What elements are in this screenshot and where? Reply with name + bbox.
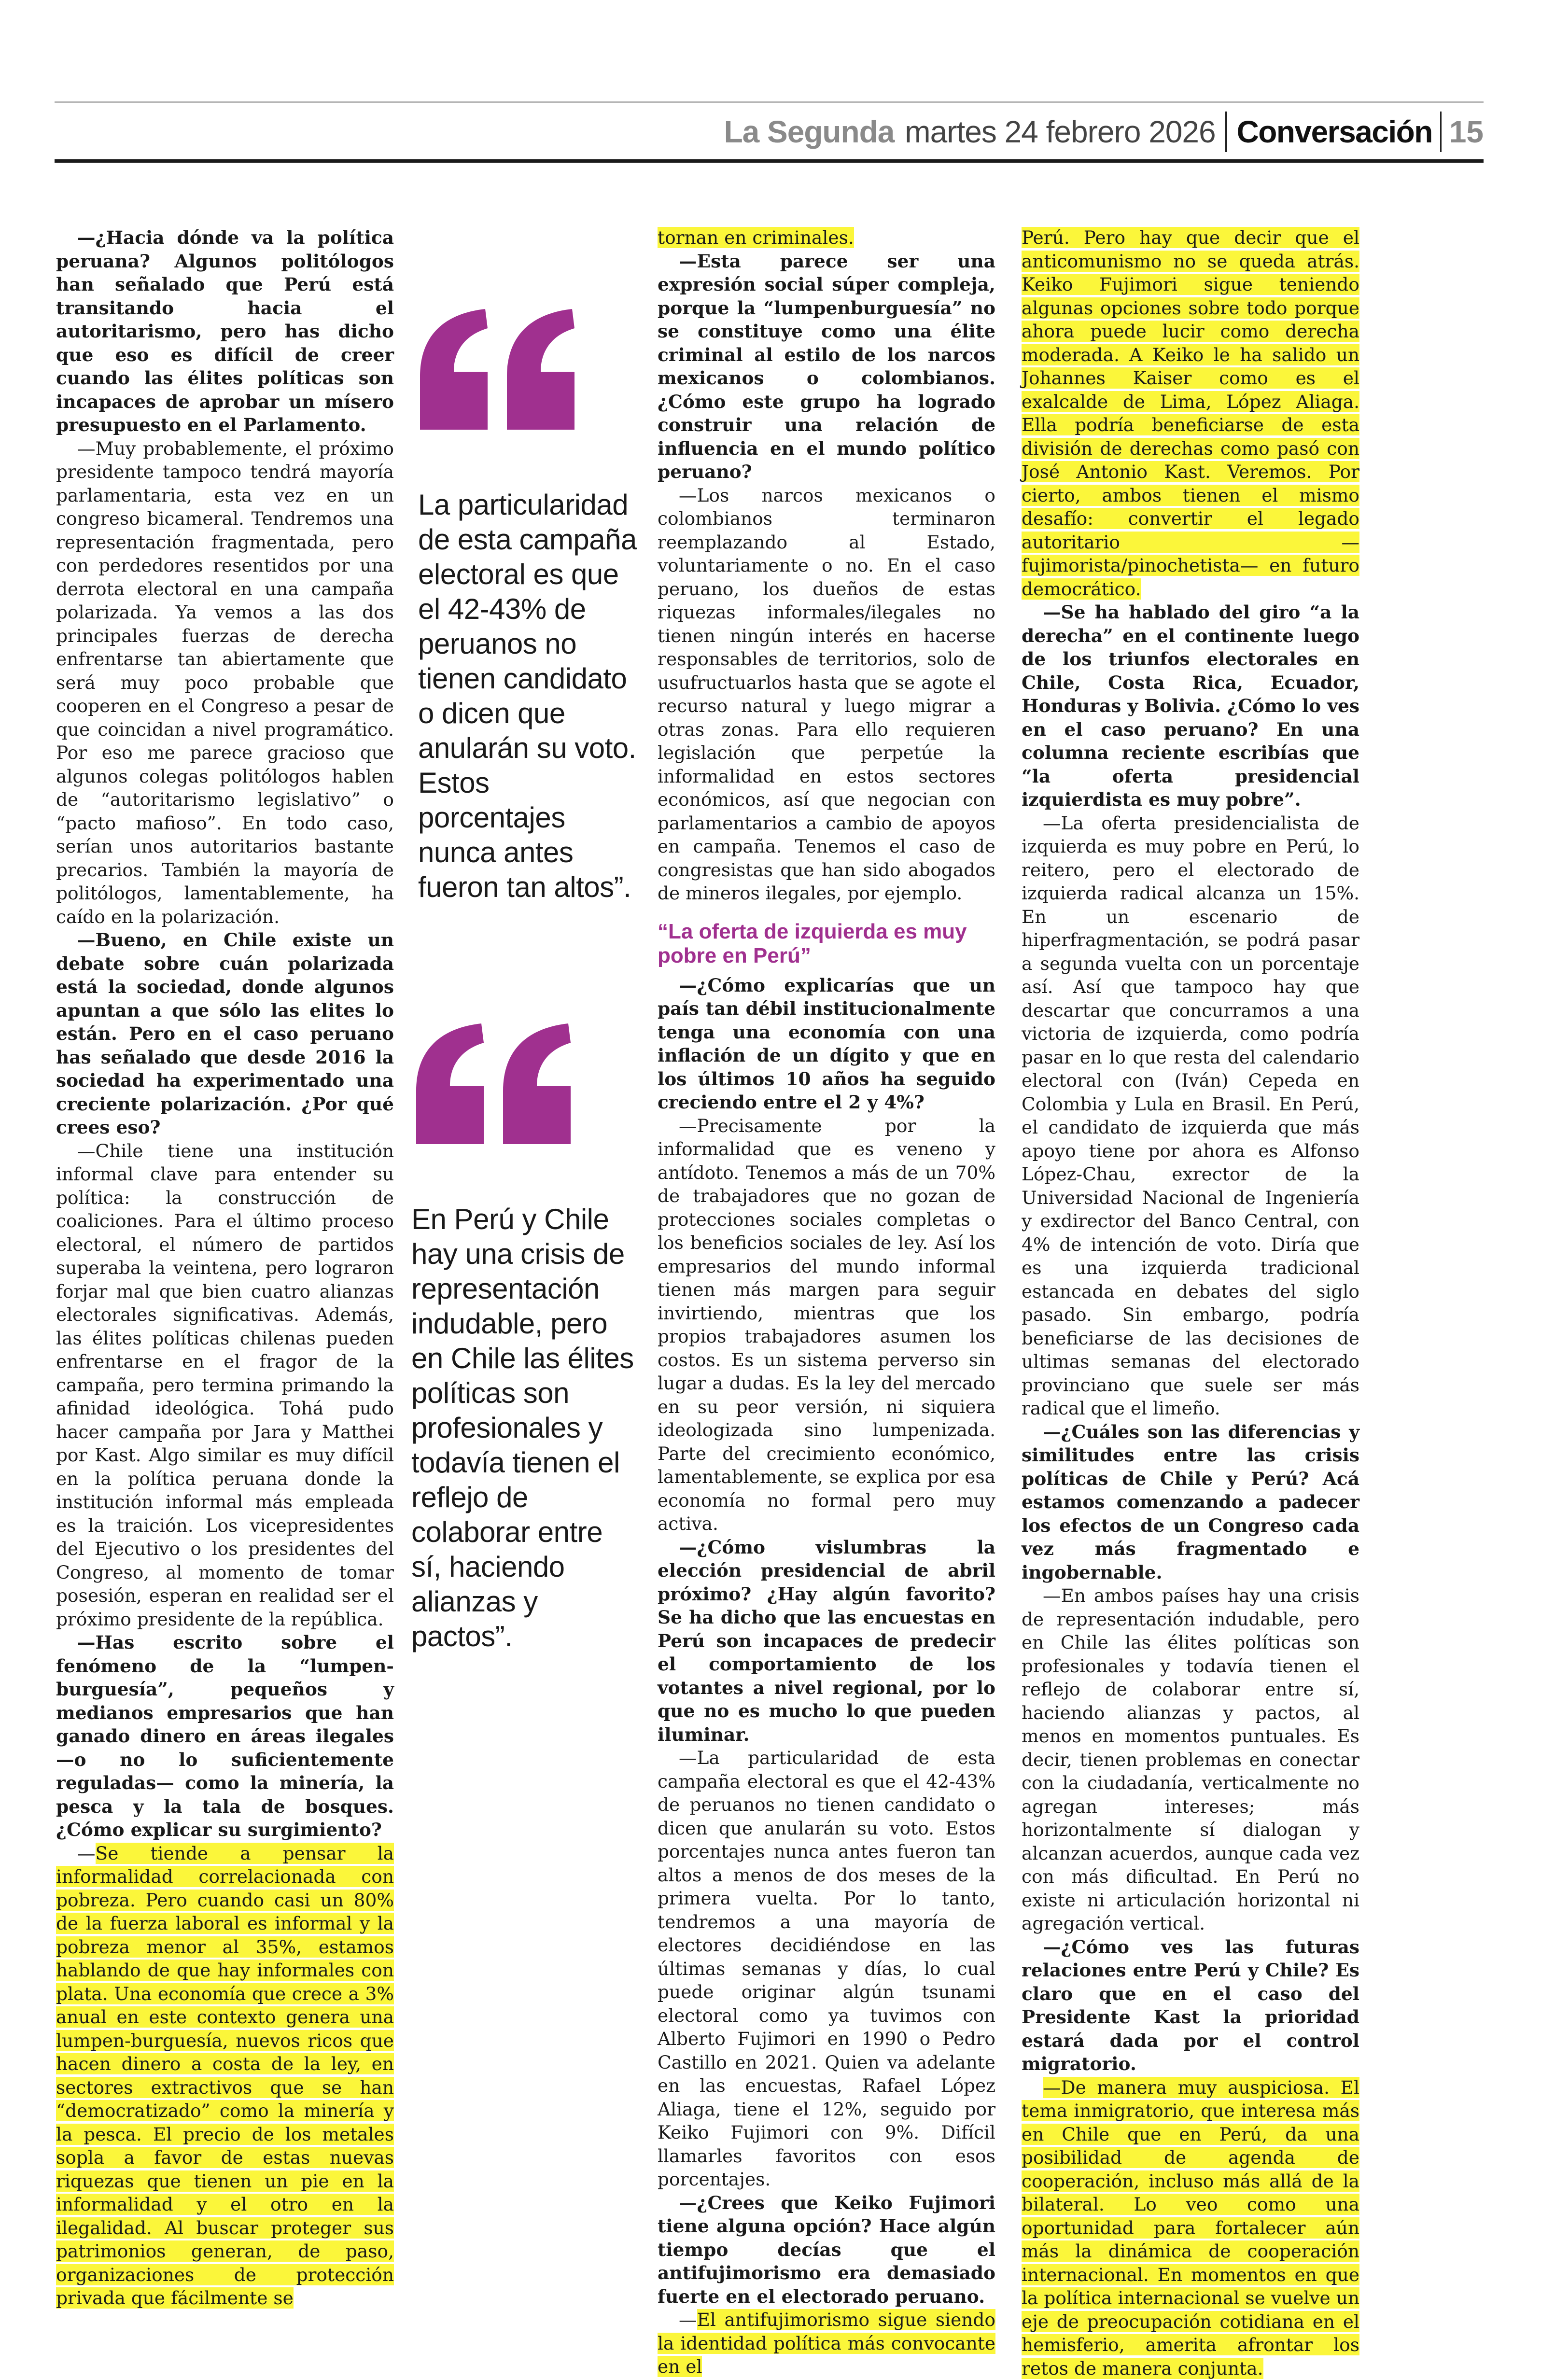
question: —¿Cómo explicarías que un país tan débil institucionalmente tenga una economía con una inflación de un dígito y que en los últimos 10 años ha seguido creciendo entre el 2 y 4%? xyxy=(658,974,995,1114)
newspaper-brand: La Segunda xyxy=(724,114,895,150)
header-divider xyxy=(1225,112,1227,152)
article-column-2 xyxy=(658,226,995,2379)
article-column-3 xyxy=(1022,226,1359,2380)
pull-quote: La particularidad de esta campaña electoral es que el 42-43% de peruanos no tienen candidato o dicen que anularán su voto. Estos porcentajes nunca antes fueron tan altos”. xyxy=(418,488,640,905)
question: —Se ha hablado del giro “a la derecha” en el continente luego de los triunfos electorales en Chile, Costa Rica, Ecuador, Honduras y Bolivia. ¿Cómo lo ves en el caso peruano? En una columna reciente escribías que “la oferta presidencial izquierdista es muy pobre”. xyxy=(1022,601,1359,812)
highlighted-text: Perú. Pero hay que decir que el anticomunismo no se queda atrás. Keiko Fujimori sigue teniendo algunas opciones sobre todo porque ahora puede lucir como derecha moderada. A Keiko le ha salido un Johannes Kaiser como es el exalcalde de Lima, López Aliaga. Ella podría beneficiarse de esta división de derechas como pasó con José Antonio Kast. Veremos. Por cierto, ambos tienen el mismo desafío: convertir el legado autoritario —fujimorista/pinochetista— en futuro democrático. xyxy=(1022,227,1359,600)
highlighted-text: El antifujimorismo sigue siendo la identidad política más convocante en el xyxy=(658,2309,995,2377)
question: —¿Hacia dónde va la política peruana? Algunos politólogos han señalado que Perú está transitando hacia el autoritarismo, pero has dicho que eso es difícil de creer cuando las élites políticas son incapaces de aprobar un mísero presupuesto en el Parlamento. xyxy=(56,226,394,437)
answer: —Los narcos mexicanos o colombianos terminaron reemplazando al Estado, voluntariamente o no. En el caso peruano, los dueños de estas riquezas informales/ilegales no tienen ningún interés en hacerse responsables de territorios, solo de usufructuarlos hasta que se agote el recurso natural y luego migrar a otras zonas. Para ello requieren legislación que perpetúe la informalidad en estos sectores económicos, así que negocian con parlamentarios a cambio de apoyos en campaña. Tenemos el caso de congresistas que han sido abogados de mineros ilegales, por ejemplo. xyxy=(658,484,995,905)
quote-mark-icon xyxy=(411,1023,575,1149)
highlighted-text: Se tiende a pensar la informalidad correlacionada con pobreza. Pero cuando casi un 80% de la fuerza laboral es informal y la pobreza menor al 35%, estamos hablando de que hay informales con plata. Una economía que crece a 3% anual en este contexto genera una lumpen-burguesía, nuevos ricos que hacen dinero a costa de la ley, en sectores extractivos que se han “democratizado” como la minería y la pesca. El precio de los metales sopla a favor de estas nuevas riquezas que tienen un pie en la informalidad y el otro en la ilegalidad. Al buscar proteger sus patrimonios generan, de paso, organizaciones de protección privada que fácilmente se xyxy=(56,1843,394,2309)
answer-dash: — xyxy=(679,2309,697,2330)
answer: —La oferta presidencialista de izquierda es muy pobre en Perú, lo reitero, pero el electorado de izquierda radical alcanza un 15%. En un escenario de hiperfragmentación, se podrá pasar a segunda vuelta con un porcentaje así. Así que tampoco hay que descartar que concurramos a una victoria de izquierda, como podría pasar en lo que resta del calendario electoral con (Iván) Cepeda en Colombia y Lula en Brasil. En Perú, el candidato de izquierda que más apoyo tiene por ahora es Alfonso López-Chau, exrector de la Universidad Nacional de Ingeniería y exdirector del Banco Central, con 4% de intención de voto. Diría que es una izquierda tradicional estancada en debates del siglo pasado. Sin embargo, podría beneficiarse de las decisiones de ultimas semanas del electorado provinciano que suele ser más radical que el limeño. xyxy=(1022,812,1359,1420)
question: —Esta parece ser una expresión social súper compleja, porque la “lumpenburguesía” no se constituye como una élite criminal al estilo de los narcos mexicanos o colombianos. ¿Cómo este grupo ha logrado construir una relación de influencia en el mundo político peruano? xyxy=(658,250,995,484)
answer-highlighted xyxy=(1022,2076,1359,2380)
question: —Has escrito sobre el fenómeno de la “lumpen-burguesía”, pequeños y medianos empresarios que han ganado dinero en áreas ilegales —o no lo suficientemente reguladas— como la minería, la pesca y la tala de bosques. ¿Cómo explicar su surgimiento? xyxy=(56,1631,394,1842)
quote-mark-icon xyxy=(415,309,579,434)
question: —¿Cómo vislumbras la elección presidencial de abril próximo? ¿Hay algún favorito? Se ha dicho que las encuestas en Perú son incapaces de predecir el comportamiento de los votantes a nivel regional, por lo que no es mucho lo que pueden iluminar. xyxy=(658,1536,995,1747)
header-rule xyxy=(55,159,1484,163)
pull-quote: En Perú y Chile hay una crisis de representación indudable, pero en Chile las élites políticas son profesionales y todavía tienen el reflejo de colaborar entre sí, haciendo alianzas y pactos”. xyxy=(411,1202,638,1654)
section-title: Conversación xyxy=(1237,114,1432,150)
question: —¿Cómo ves las futuras relaciones entre Perú y Chile? Es claro que en el caso del Presidente Kast la prioridad estará dada por el control migratorio. xyxy=(1022,1935,1359,2076)
answer-dash: — xyxy=(77,1843,96,1864)
highlighted-text: —De manera muy auspiciosa. El tema inmigratorio, que interesa más en Chile que en Perú, da una posibilidad de agenda de cooperación, incluso más allá de la bilateral. Lo veo como una oportunidad para fortalecer aún más la dinámica de cooperación internacional. En momentos en que la política internacional se vuelve un eje de preocupación cotidiana en el hemisferio, amerita afrontar los retos de manera conjunta. xyxy=(1022,2077,1359,2379)
answer-continued xyxy=(658,226,995,250)
section-subheading: “La oferta de izquierda es muy pobre en Perú” xyxy=(658,920,995,968)
page-header xyxy=(55,105,1484,158)
issue-date: martes 24 febrero 2026 xyxy=(905,114,1215,150)
page-number: 15 xyxy=(1449,114,1484,150)
top-thin-rule xyxy=(55,101,1484,103)
answer: —Chile tiene una institución informal clave para entender su política: la construcción de coaliciones. Para el último proceso electoral, el número de partidos superaba la veintena, pero lograron forjar mal que bien cuatro alianzas electorales significativas. Además, las élites políticas chilenas pueden enfrentarse en el fragor de la campaña, pero termina primando la afinidad ideológica. Tohá pudo hacer campaña por Jara y Matthei por Kast. Algo similar es muy difícil en la política peruana donde la institución informal más empleada es la traición. Los vicepresidentes del Ejecutivo o los presidentes del Congreso, al momento de tomar posesión, esperan en realidad ser el próximo presidente de la república. xyxy=(56,1139,394,1631)
answer: —En ambos países hay una crisis de representación indudable, pero en Chile las élites políticas son profesionales y todavía tienen el reflejo de colaborar entre sí, haciendo alianzas y pactos, al menos en momentos puntuales. Es decir, tienen problemas en conectar con la ciudadanía, verticalmente no agregan intereses; más horizontalmente sí dialogan y alcanzan acuerdos, aunque cada vez con más dificultad. En Perú no existe ni articulación horizontal ni agregación vertical. xyxy=(1022,1584,1359,1935)
answer: —La particularidad de esta campaña electoral es que el 42-43% de peruanos no tienen candidato o dicen que anularán su voto. Estos porcentajes nunca antes fueron tan altos a menos de dos meses de la primera vuelta. Por lo tanto, tendremos a una mayoría de electores decidiéndose en las últimas semanas y días, lo cual puede originar algún tsunami electoral como ya tuvimos con Alberto Fujimori en 1990 o Pedro Castillo en 2021. Quien va adelante en las encuestas, Rafael López Aliaga, tiene el 12%, seguido por Keiko Fujimori con 9%. Difícil llamarles favoritos con esos porcentajes. xyxy=(658,1746,995,2191)
header-bar xyxy=(724,105,1484,158)
answer: —Precisamente por la informalidad que es veneno y antídoto. Tenemos a más de un 70% de trabajadores que no gozan de protecciones sociales completas o los beneficios sociales de ley. Así los empresarios del mundo informal tienen más margen para seguir invirtiendo, mientras que los propios trabajadores asumen los costos. Es un sistema perverso sin lugar a dudas. Es la ley del mercado en su peor versión, ni siquiera ideologizada sino lumpenizada. Parte del crecimiento económico, lamentablemente, se explica por esa economía no formal pero muy activa. xyxy=(658,1114,995,1536)
article-column-1 xyxy=(56,226,394,2310)
answer-highlighted xyxy=(658,2308,995,2379)
question: —¿Cuáles son las diferencias y similitudes entre las crisis políticas de Chile y Perú? Acá estamos comenzando a padecer los efectos de un Congreso cada vez más fragmentado e ingobernable. xyxy=(1022,1420,1359,1584)
answer-continued xyxy=(1022,226,1359,601)
header-divider-2 xyxy=(1440,112,1442,152)
answer-highlighted xyxy=(56,1842,394,2310)
answer: —Muy probablemente, el próximo presidente tampoco tendrá mayoría parlamentaria, esta vez en un congreso bicameral. Tendremos una representación fragmentada, pero con perdedores resentidos por una derrota electoral en una campaña polarizada. Ya vemos a las dos principales fuerzas de derecha enfrentarse tan abiertamente que será muy poco probable que cooperen en el Congreso a pesar de que coincidan a nivel programático. Por eso me parece gracioso que algunos colegas politólogos hablen de “autoritarismo legislativo” o “pacto mafioso”. En todo caso, serían unos autoritarios bastante precarios. También la mayoría de politólogos, lamentablemente, ha caído en la polarización. xyxy=(56,437,394,929)
highlighted-text: tornan en criminales. xyxy=(658,227,854,248)
question: —¿Crees que Keiko Fujimori tiene alguna opción? Hace algún tiempo decías que el antifujimorismo era demasiado fuerte en el electorado peruano. xyxy=(658,2191,995,2309)
question: —Bueno, en Chile existe un debate sobre cuán polarizada está la sociedad, donde algunos apuntan a que sólo las elites lo están. Pero en el caso peruano has señalado que desde 2016 la sociedad ha experimentado una creciente polarización. ¿Por qué crees eso? xyxy=(56,928,394,1139)
